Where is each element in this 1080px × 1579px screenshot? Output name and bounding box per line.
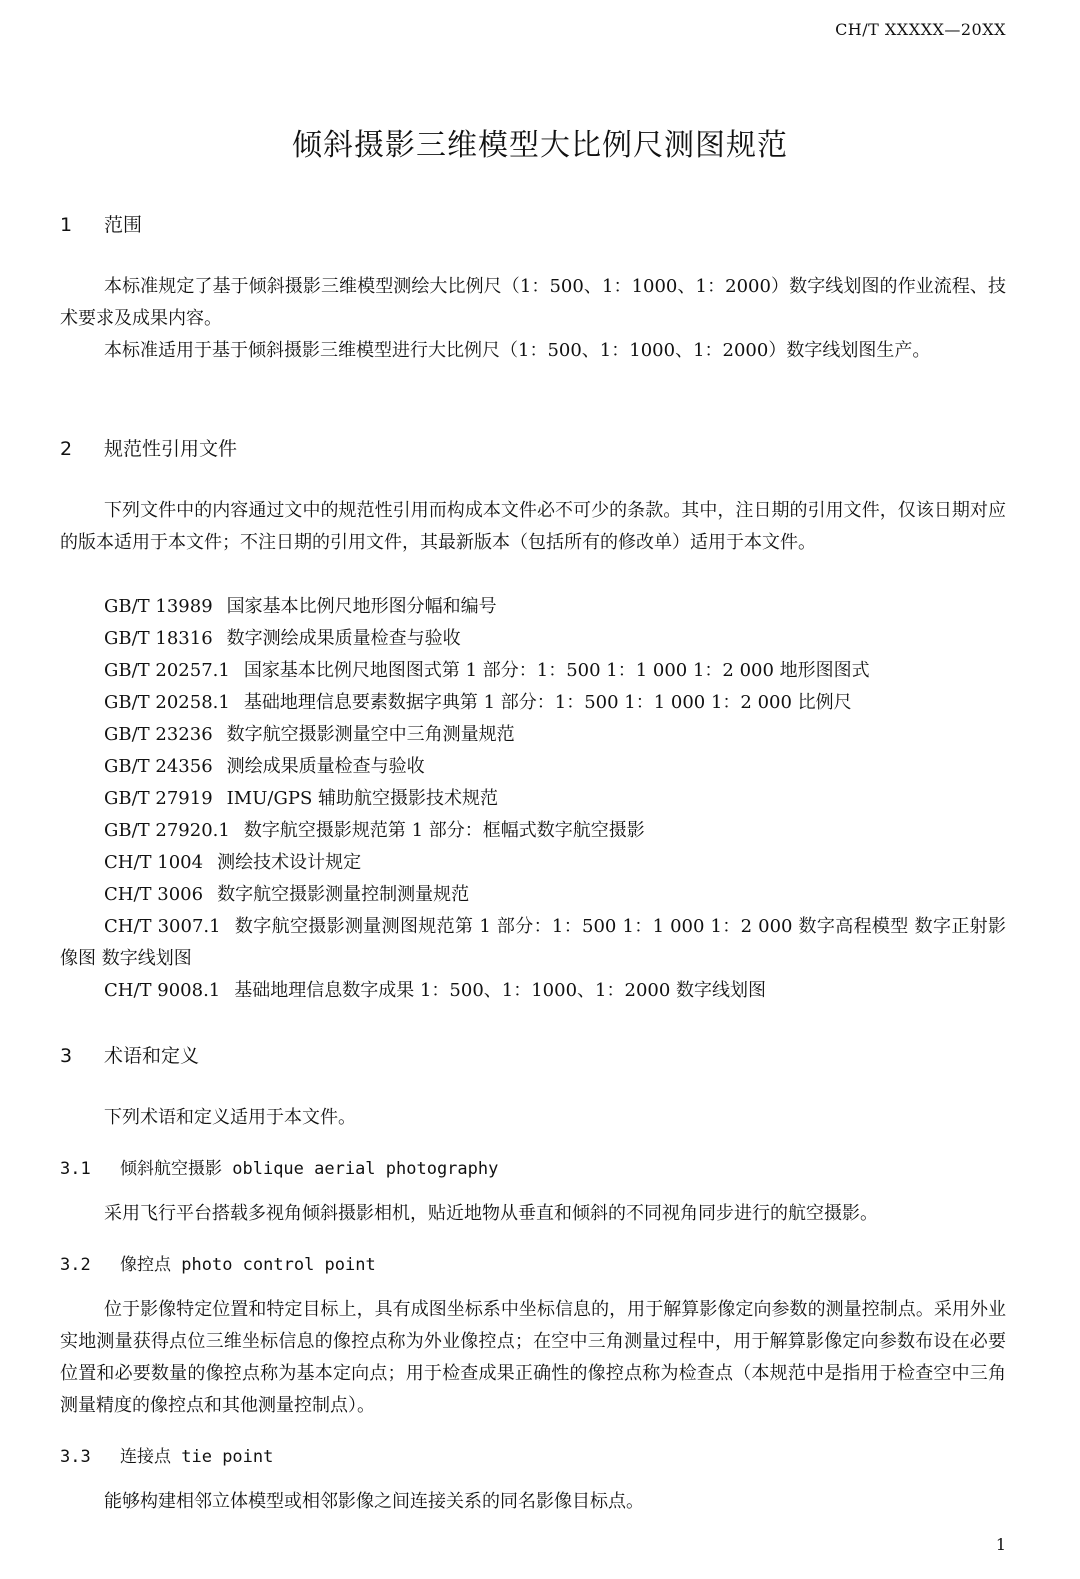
section-1-heading <box>60 210 142 237</box>
term-english: photo control point <box>181 1255 376 1275</box>
page-number: 1 <box>995 1535 1006 1554</box>
reference-item <box>104 815 645 847</box>
reference-code: CH/T 3006 <box>104 884 204 905</box>
reference-code: GB/T 23236 <box>104 724 213 745</box>
term-chinese: 连接点 <box>120 1447 171 1467</box>
section-3-intro: 下列术语和定义适用于本文件。 <box>104 1107 356 1128</box>
term-3-3-definition: 能够构建相邻立体模型或相邻影像之间连接关系的同名影像目标点。 <box>104 1491 644 1512</box>
reference-title: 数字航空摄影测量控制测量规范 <box>217 884 470 905</box>
reference-item <box>104 623 461 655</box>
reference-title: 测绘技术设计规定 <box>217 852 362 873</box>
section-2-intro: 下列文件中的内容通过文中的规范性引用而构成本文件必不可少的条款。其中，注日期的引用文件，仅该日期对应的版本适用于本文件；不注日期的引用文件，其最新版本（包括所有的修改单）适用于本文件。 <box>60 500 1006 553</box>
section-1-paragraph-2: 本标准适用于基于倾斜摄影三维模型进行大比例尺（1：500、1：1000、1：2000）数字线划图生产。 <box>104 340 931 361</box>
section-2-heading <box>60 434 237 461</box>
section-number: 1 <box>60 214 73 236</box>
term-number: 3.2 <box>60 1255 91 1275</box>
term-chinese: 倾斜航空摄影 <box>120 1159 222 1179</box>
term-english: tie point <box>181 1447 274 1467</box>
reference-title: IMU/GPS 辅助航空摄影技术规范 <box>226 788 498 809</box>
reference-item <box>104 975 766 1007</box>
reference-code: GB/T 27920.1 <box>104 820 230 841</box>
reference-code: GB/T 20258.1 <box>104 692 230 713</box>
reference-item <box>104 719 515 751</box>
reference-title: 数字测绘成果质量检查与验收 <box>226 628 461 649</box>
term-number: 3.3 <box>60 1447 91 1467</box>
term-3-2-definition: 位于影像特定位置和特定目标上，具有成图坐标系中坐标信息的，用于解算影像定向参数的测量控制点。采用外业实地测量获得点位三维坐标信息的像控点称为外业像控点；在空中三角测量过程中，用于解算影像定向参数布设在必要位置和必要数量的像控点称为基本定向点；用于检查成果正确性的像控点称为检查点（本规范中是指用于检查空中三角测量精度的像控点和其他测量控制点）。 <box>60 1299 1006 1416</box>
section-number: 2 <box>60 438 73 460</box>
section-1-paragraph-1: 本标准规定了基于倾斜摄影三维模型测绘大比例尺（1：500、1：1000、1：2000）数字线划图的作业流程、技术要求及成果内容。 <box>60 276 1006 329</box>
reference-code: GB/T 27919 <box>104 788 213 809</box>
term-english: oblique aerial photography <box>232 1159 499 1179</box>
reference-item <box>104 783 498 815</box>
section-title: 范围 <box>104 214 143 236</box>
term-chinese: 像控点 <box>120 1255 171 1275</box>
reference-item <box>104 879 469 911</box>
reference-title: 基础地理信息要素数据字典第 1 部分：1：500 1：1 000 1：2 000 比例尺 <box>243 692 852 713</box>
term-3-1-definition: 采用飞行平台搭载多视角倾斜摄影相机，贴近地物从垂直和倾斜的不同视角同步进行的航空摄影。 <box>104 1203 878 1224</box>
reference-code: GB/T 13989 <box>104 596 213 617</box>
section-number: 3 <box>60 1045 73 1067</box>
reference-item <box>104 655 870 687</box>
reference-code: GB/T 18316 <box>104 628 213 649</box>
reference-item <box>104 591 497 623</box>
term-3-2-heading <box>60 1250 376 1275</box>
reference-code: CH/T 1004 <box>104 852 204 873</box>
reference-code: CH/T 9008.1 <box>104 980 221 1001</box>
reference-title: 国家基本比例尺地图图式第 1 部分：1：500 1：1 000 1：2 000 地形图图式 <box>243 660 870 681</box>
reference-item <box>104 687 852 719</box>
term-3-1-heading <box>60 1154 498 1179</box>
reference-code: GB/T 24356 <box>104 756 213 777</box>
reference-item <box>60 911 1006 975</box>
document-title: 倾斜摄影三维模型大比例尺测图规范 <box>292 128 788 163</box>
reference-item <box>104 751 425 783</box>
reference-code: CH/T 3007.1 <box>104 916 221 937</box>
reference-title: 数字航空摄影测量空中三角测量规范 <box>226 724 515 745</box>
reference-code: GB/T 20257.1 <box>104 660 230 681</box>
term-3-3-heading <box>60 1442 273 1467</box>
reference-title: 国家基本比例尺地形图分幅和编号 <box>226 596 497 617</box>
reference-title: 数字航空摄影测量测图规范第 1 部分：1：500 1：1 000 1：2 000 数字高程模型 数字正射影像图 数字线划图 <box>60 916 1006 969</box>
section-title: 规范性引用文件 <box>104 438 238 460</box>
reference-title: 基础地理信息数字成果 1：500、1：1000、1：2000 数字线划图 <box>234 980 767 1001</box>
document-code: CH/T XXXXX—20XX <box>835 20 1006 39</box>
section-title: 术语和定义 <box>104 1045 200 1067</box>
reference-title: 数字航空摄影规范第 1 部分：框幅式数字航空摄影 <box>243 820 645 841</box>
reference-item <box>104 847 361 879</box>
term-number: 3.1 <box>60 1159 91 1179</box>
reference-title: 测绘成果质量检查与验收 <box>226 756 425 777</box>
section-3-heading <box>60 1041 199 1068</box>
